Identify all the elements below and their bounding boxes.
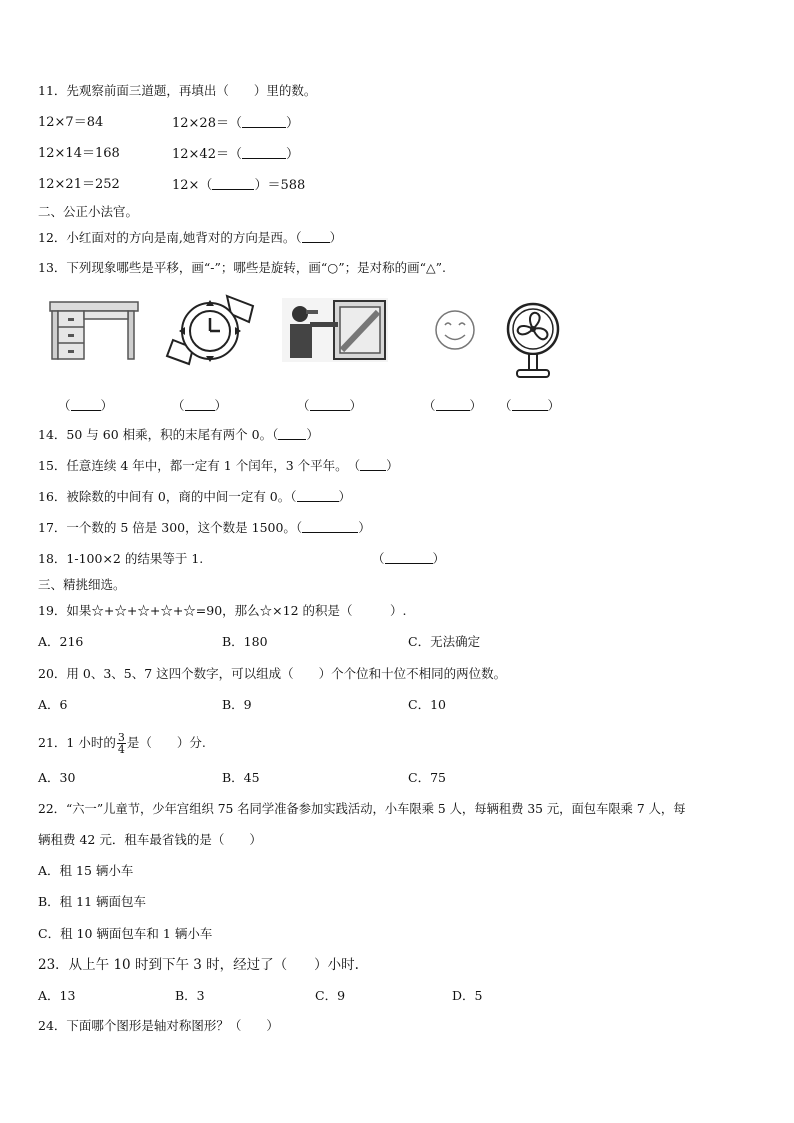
q21-option-c[interactable]: C．75 (408, 770, 446, 785)
answer-blank[interactable] (297, 489, 339, 502)
answer-blank[interactable] (242, 115, 286, 128)
q11-row3-left: 12×21＝252 (38, 177, 120, 192)
answer-blank[interactable] (71, 398, 101, 411)
answer-blank[interactable] (278, 427, 306, 440)
q22-prompt-line2: 辆租费 42 元．租车最省钱的是（ ） (38, 832, 262, 847)
fraction-three-quarters: $\frac{3}{4}$ (117, 731, 125, 756)
answer-blank[interactable] (302, 230, 330, 243)
q18-blank: （ ） (372, 551, 446, 566)
q13-blank-2: （ ） (172, 398, 228, 413)
answer-blank[interactable] (212, 177, 254, 190)
q13-prompt: 13．下列现象哪些是平移，画“-”；哪些是旋转，画“○”；是对称的画“△”. (38, 260, 446, 275)
q11-prompt: 11．先观察前面三道题，再填出（ ）里的数。 (38, 83, 317, 98)
smiley-face-icon (432, 309, 478, 351)
q21-option-b[interactable]: B．45 (222, 770, 260, 785)
q13-blank-4: （ ） (423, 398, 483, 413)
q22-option-b[interactable]: B．租 11 辆面包车 (38, 894, 147, 909)
q19-option-a[interactable]: A．216 (38, 634, 84, 649)
q22-option-c[interactable]: C．租 10 辆面包车和 1 辆小车 (38, 926, 213, 941)
answer-blank[interactable] (385, 551, 433, 564)
q23-option-c[interactable]: C．9 (315, 988, 346, 1003)
answer-blank[interactable] (302, 520, 358, 533)
q19-option-b[interactable]: B．180 (222, 634, 268, 649)
q23-option-d[interactable]: D．5 (452, 988, 483, 1003)
q11-row1-right: 12×28＝（ ） (172, 116, 299, 131)
q16: 16．被除数的中间有 0，商的中间一定有 0。（ ） (38, 489, 352, 504)
answer-blank[interactable] (310, 398, 350, 411)
answer-blank[interactable] (436, 398, 470, 411)
desk-icon (48, 298, 140, 362)
section-2-title: 二、公正小法官。 (38, 204, 139, 219)
q22-option-a[interactable]: A．租 15 辆小车 (38, 863, 134, 878)
q23-option-a[interactable]: A．13 (38, 988, 76, 1003)
answer-blank[interactable] (360, 458, 386, 471)
q11-row1-left: 12×7＝84 (38, 115, 104, 130)
q13-blank-1: （ ） (58, 398, 114, 413)
q20-prompt: 20．用 0、3、5、7 这四个数字，可以组成（ ）个个位和十位不相同的两位数。 (38, 666, 507, 681)
answer-blank[interactable] (242, 146, 286, 159)
q24-prompt: 24．下面哪个图形是轴对称图形？（ ） (38, 1018, 279, 1033)
answer-blank[interactable] (512, 398, 548, 411)
q19-prompt: 19．如果☆+☆+☆+☆+☆=90，那么☆×12 的积是（ ）. (38, 603, 407, 618)
q11-row2-right: 12×42＝（ ） (172, 147, 299, 162)
q21-option-a[interactable]: A．30 (38, 770, 76, 785)
section-3-title: 三、精挑细选。 (38, 577, 126, 592)
q18: 18．1-100×2 的结果等于 1. (38, 551, 204, 566)
answer-blank[interactable] (185, 398, 215, 411)
q14: 14．50 与 60 相乘，积的末尾有两个 0。（ ） (38, 427, 319, 442)
wristwatch-icon (165, 292, 260, 370)
q17: 17．一个数的 5 倍是 300，这个数是 1500。（ ） (38, 520, 371, 535)
q19-option-c[interactable]: C．无法确定 (408, 634, 481, 649)
q20-option-c[interactable]: C．10 (408, 697, 446, 712)
q23-option-b[interactable]: B．3 (175, 988, 205, 1003)
q22-prompt-line1: 22．“六一”儿童节，少年宫组织 75 名同学准备参加实践活动，小车限乘 5 人，每辆租费 35 元，面包车限乘 7 人，每 (38, 802, 686, 816)
q23-prompt: 23．从上午 10 时到下午 3 时，经过了（ ）小时. (38, 957, 359, 973)
q21-prompt: 21．1 小时的 $\frac{3}{4}$ 是（ ）分. (38, 731, 206, 756)
q15: 15．任意连续 4 年中，都一定有 1 个闰年，3 个平年。 （ ） (38, 458, 399, 473)
window-push-icon (282, 298, 388, 362)
q11-row2-left: 12×14＝168 (38, 146, 120, 161)
q12: 12．小红面对的方向是南,她背对的方向是西。（ ） (38, 230, 343, 245)
q13-blank-5: （ ） (499, 398, 561, 413)
q13-blank-3: （ ） (297, 398, 363, 413)
q20-option-b[interactable]: B．9 (222, 697, 252, 712)
electric-fan-icon (500, 302, 566, 380)
q20-option-a[interactable]: A．6 (38, 697, 68, 712)
q11-row3-right: 12×（ ）＝588 (172, 178, 306, 193)
